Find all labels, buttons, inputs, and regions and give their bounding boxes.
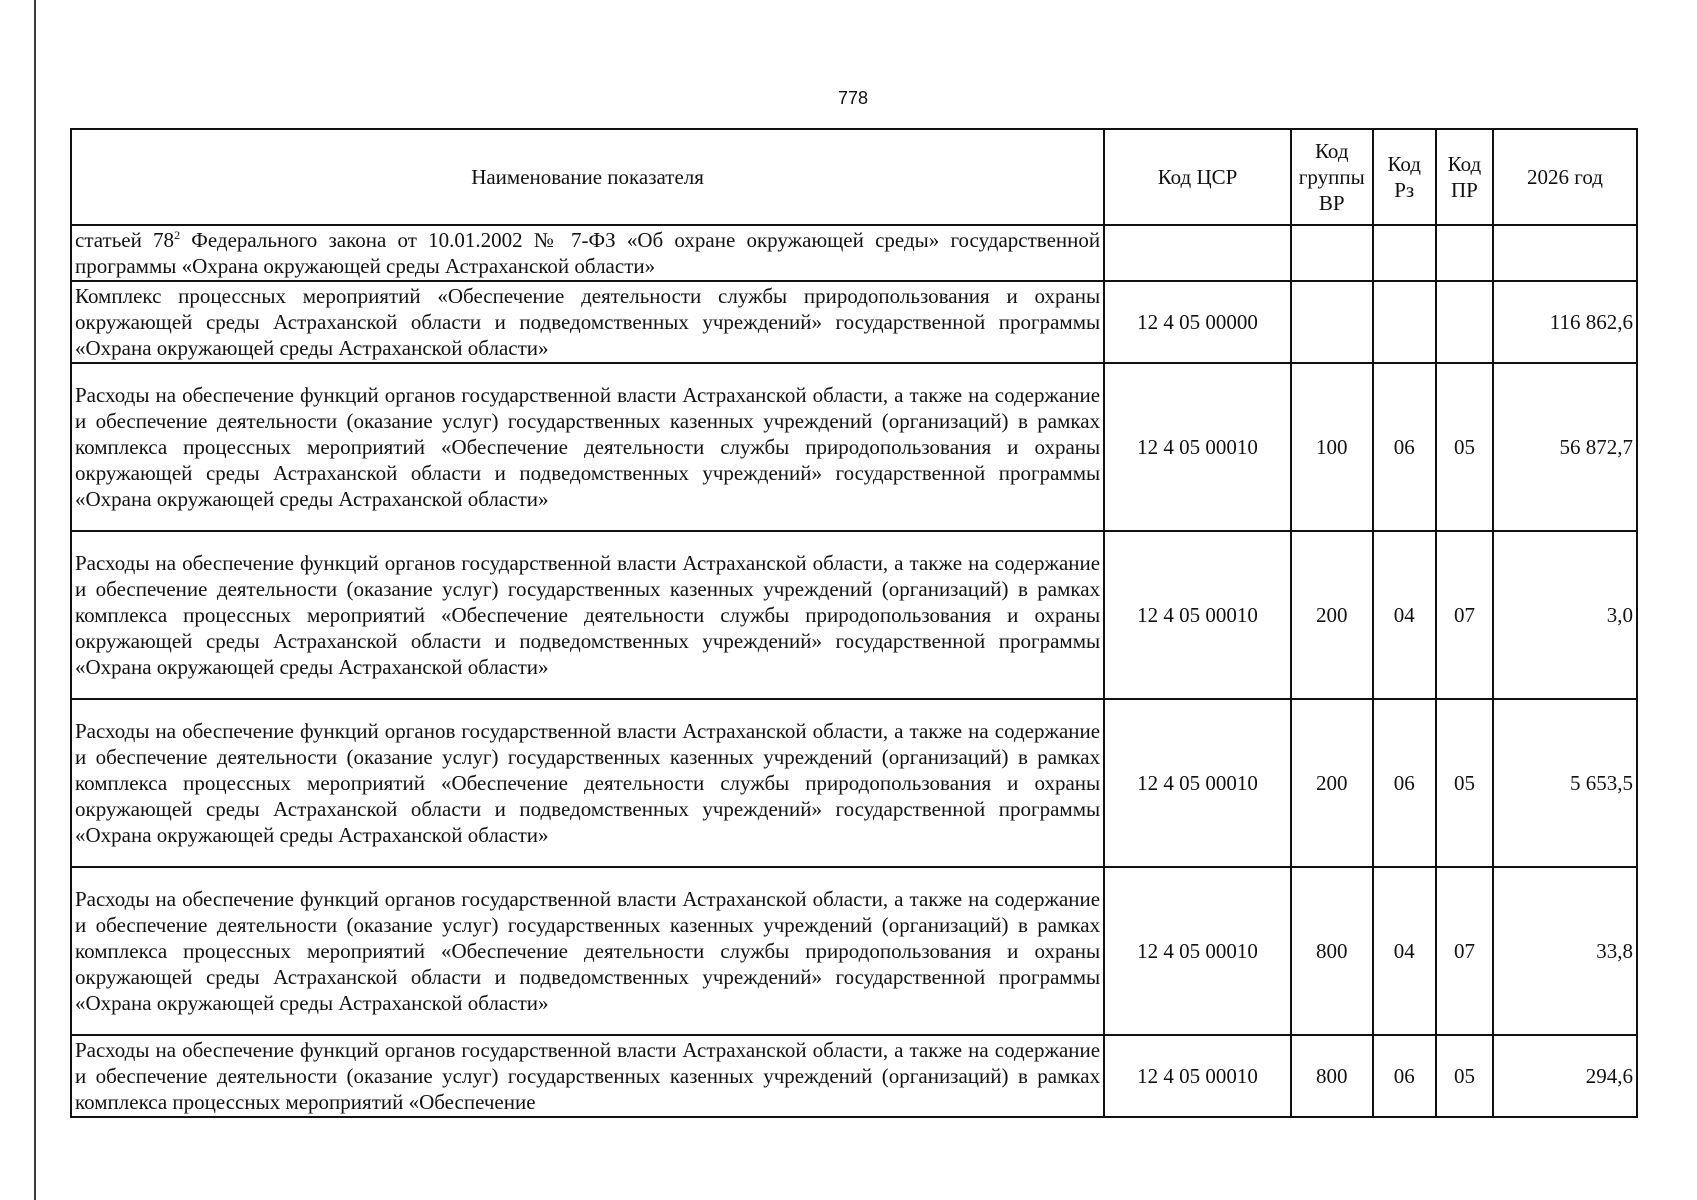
- row-vr-cell: [1291, 225, 1373, 281]
- row-rz-cell: [1373, 225, 1436, 281]
- row-vr-cell: [1291, 281, 1373, 363]
- row-amount-cell: 116 862,6: [1493, 281, 1637, 363]
- table-row: [71, 531, 1637, 699]
- row-name-cell: Расходы на обеспечение функций органов государственной власти Астраханской области, а также на содержание и обеспечение деятельности (оказание услуг) государственных казенных учреждений (организаций) в рамках комплекса процессных мероприятий «Обеспечение: [71, 1035, 1104, 1117]
- row-rz-cell: 04: [1373, 531, 1436, 699]
- row-rz-cell: 06: [1373, 699, 1436, 867]
- header-csr: Код ЦСР: [1104, 129, 1291, 225]
- row-amount-cell: 294,6: [1493, 1035, 1637, 1117]
- binding-margin-line: [34, 0, 36, 1200]
- header-year: 2026 год: [1493, 129, 1637, 225]
- row-vr-cell: 800: [1291, 867, 1373, 1035]
- row-amount-cell: [1493, 225, 1637, 281]
- row-csr-cell: 12 4 05 00010: [1104, 699, 1291, 867]
- row-name-cell: Расходы на обеспечение функций органов государственной власти Астраханской области, а также на содержание и обеспечение деятельности (оказание услуг) государственных казенных учреждений (организаций) в рамках комплекса процессных мероприятий «Обеспечение деятельности службы природопользования и охраны окружающей среды Астраханской области и подведомственных учреждений» государственной программы «Охрана окружающей среды Астраханской области»: [71, 867, 1104, 1035]
- row-rz-cell: [1373, 281, 1436, 363]
- row-name-cell: [71, 225, 1104, 281]
- row-vr-cell: 800: [1291, 1035, 1373, 1117]
- table-row: [71, 281, 1637, 363]
- row-csr-cell: 12 4 05 00010: [1104, 363, 1291, 531]
- page-number: 778: [838, 88, 869, 108]
- header-name: Наименование показателя: [71, 129, 1104, 225]
- row-name-cell: Комплекс процессных мероприятий «Обеспечение деятельности службы природопользования и охраны окружающей среды Астраханской области и подведомственных учреждений» государственной программы «Охрана окружающей среды Астраханской области»: [71, 281, 1104, 363]
- row-vr-cell: 200: [1291, 699, 1373, 867]
- row-name-cell: Расходы на обеспечение функций органов государственной власти Астраханской области, а также на содержание и обеспечение деятельности (оказание услуг) государственных казенных учреждений (организаций) в рамках комплекса процессных мероприятий «Обеспечение деятельности службы природопользования и охраны окружающей среды Астраханской области и подведомственных учреждений» государственной программы «Охрана окружающей среды Астраханской области»: [71, 699, 1104, 867]
- row-pr-cell: 05: [1436, 1035, 1493, 1117]
- row-amount-cell: 3,0: [1493, 531, 1637, 699]
- row-pr-cell: 05: [1436, 699, 1493, 867]
- row-vr-cell: 100: [1291, 363, 1373, 531]
- row-csr-cell: 12 4 05 00010: [1104, 531, 1291, 699]
- row-csr-cell: [1104, 225, 1291, 281]
- table-row: [71, 363, 1637, 531]
- row-csr-cell: 12 4 05 00010: [1104, 867, 1291, 1035]
- table-row: [71, 1035, 1637, 1117]
- row-vr-cell: 200: [1291, 531, 1373, 699]
- header-rz: Код Рз: [1373, 129, 1436, 225]
- continuation-suffix: Федерального закона от 10.01.2002 № 7-ФЗ «Об охране окружающей среды» государственной программы «Охрана окружающей среды Астраханской области»: [75, 228, 1101, 278]
- table-row: [71, 867, 1637, 1035]
- table-header-row: [71, 129, 1637, 225]
- row-amount-cell: 56 872,7: [1493, 363, 1637, 531]
- row-rz-cell: 04: [1373, 867, 1436, 1035]
- continuation-superscript: 2: [174, 228, 181, 242]
- row-pr-cell: 05: [1436, 363, 1493, 531]
- row-csr-cell: 12 4 05 00010: [1104, 1035, 1291, 1117]
- row-pr-cell: 07: [1436, 531, 1493, 699]
- row-name-cell: Расходы на обеспечение функций органов государственной власти Астраханской области, а также на содержание и обеспечение деятельности (оказание услуг) государственных казенных учреждений (организаций) в рамках комплекса процессных мероприятий «Обеспечение деятельности службы природопользования и охраны окружающей среды Астраханской области и подведомственных учреждений» государственной программы «Охрана окружающей среды Астраханской области»: [71, 531, 1104, 699]
- header-pr: Код ПР: [1436, 129, 1493, 225]
- continuation-prefix: статьей 78: [75, 228, 175, 252]
- row-rz-cell: 06: [1373, 363, 1436, 531]
- row-csr-cell: 12 4 05 00000: [1104, 281, 1291, 363]
- row-pr-cell: 07: [1436, 867, 1493, 1035]
- table-row-continuation: [71, 225, 1637, 281]
- budget-table: [70, 128, 1638, 1118]
- row-amount-cell: 33,8: [1493, 867, 1637, 1035]
- row-name-cell: Расходы на обеспечение функций органов государственной власти Астраханской области, а также на содержание и обеспечение деятельности (оказание услуг) государственных казенных учреждений (организаций) в рамках комплекса процессных мероприятий «Обеспечение деятельности службы природопользования и охраны окружающей среды Астраханской области и подведомственных учреждений» государственной программы «Охрана окружающей среды Астраханской области»: [71, 363, 1104, 531]
- row-pr-cell: [1436, 281, 1493, 363]
- row-amount-cell: 5 653,5: [1493, 699, 1637, 867]
- header-vr: Код группы ВР: [1291, 129, 1373, 225]
- table-row: [71, 699, 1637, 867]
- row-pr-cell: [1436, 225, 1493, 281]
- row-rz-cell: 06: [1373, 1035, 1436, 1117]
